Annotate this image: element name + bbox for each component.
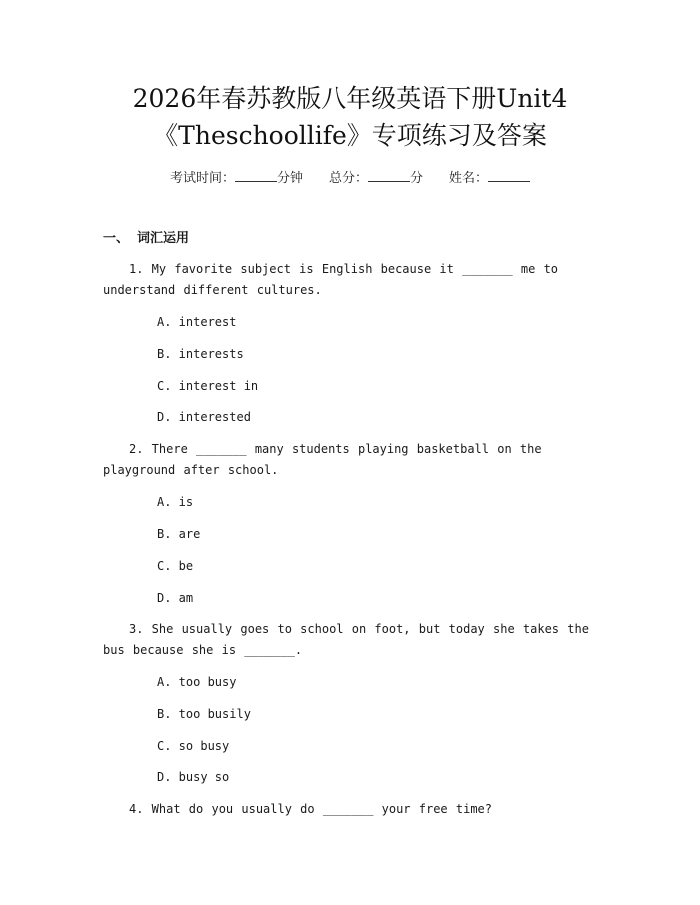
question-1-text: 1. My favorite subject is English because it _______ me to understand different cultures. — [103, 262, 559, 297]
question-2-option-a: A. is — [157, 495, 194, 509]
question-2-text: 2. There _______ many students playing basketball on the playground after school. — [103, 442, 542, 477]
time-label: 考试时间： — [169, 171, 235, 186]
document-title-line-2: 《Theschoollife》专项练习及答案 — [153, 121, 547, 150]
question-3-text: 3. She usually goes to school on foot, but today she takes the bus because she is _______. — [103, 622, 589, 657]
question-4-text: 4. What do you usually do _______ your free time? — [129, 802, 493, 816]
time-blank — [235, 167, 277, 182]
question-3-option-a: A. too busy — [157, 675, 237, 689]
section-number: 一、 — [103, 231, 130, 246]
document-title-line-1: 2026年春苏教版八年级英语下册Unit4 — [132, 84, 568, 113]
question-1-option-a: A. interest — [157, 315, 237, 329]
question-3-option-c: C. so busy — [157, 739, 230, 753]
question-3-option-b: B. too busily — [157, 707, 251, 721]
score-unit: 分 — [410, 171, 424, 186]
question-1-option-b: B. interests — [157, 347, 244, 361]
question-3-option-d: D. busy so — [157, 770, 230, 784]
section-heading — [103, 229, 189, 249]
question-1-option-c: C. interest in — [157, 379, 259, 393]
name-blank — [488, 167, 530, 182]
time-unit: 分钟 — [276, 171, 303, 186]
exam-info-line — [0, 167, 700, 189]
section-title: 词汇运用 — [137, 231, 190, 246]
name-label: 姓名： — [449, 171, 489, 186]
question-2-option-c: C. be — [157, 559, 194, 573]
score-label: 总分： — [328, 171, 368, 186]
question-2-option-d: D. am — [157, 591, 194, 605]
question-2-option-b: B. are — [157, 527, 201, 541]
question-1-option-d: D. interested — [157, 410, 251, 424]
score-blank — [368, 167, 410, 182]
